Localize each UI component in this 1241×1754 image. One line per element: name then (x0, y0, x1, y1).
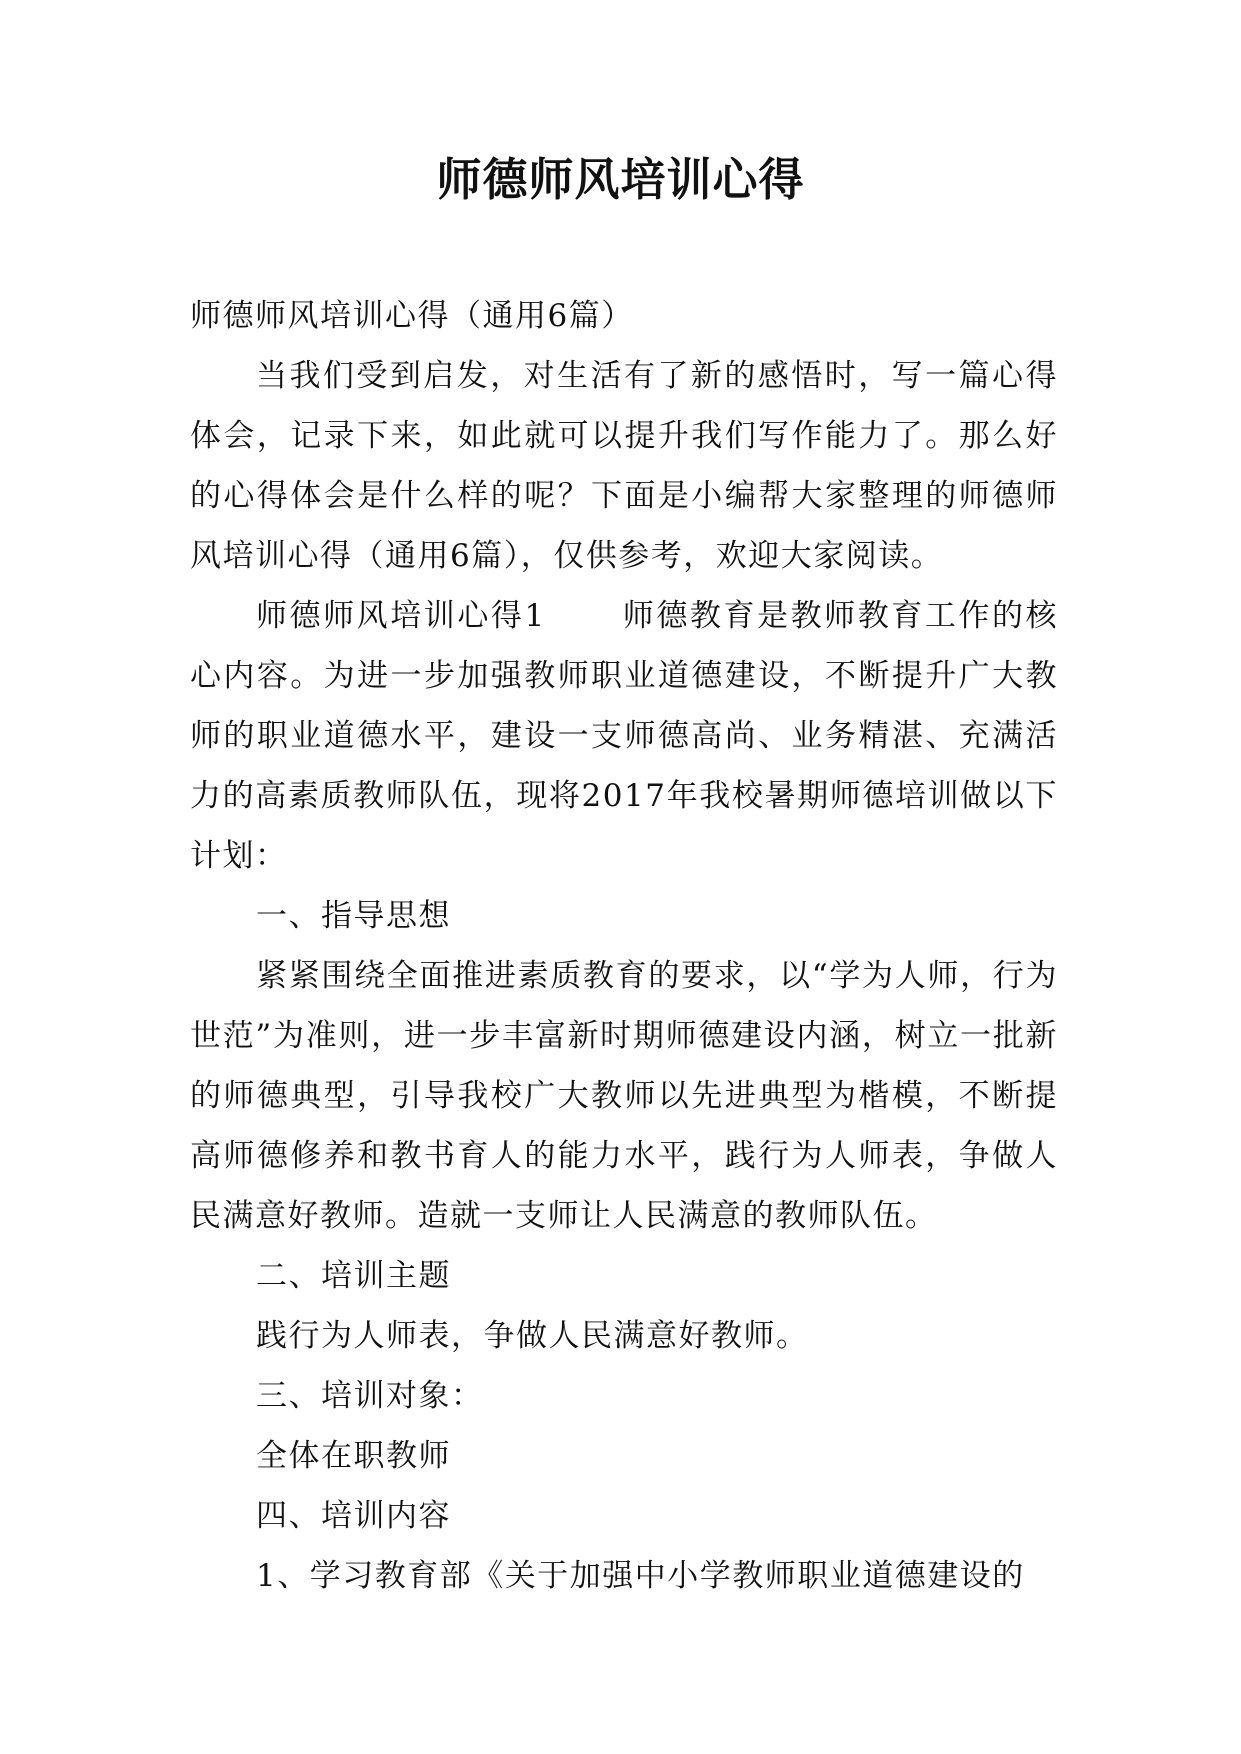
section-1-paragraph (190, 586, 1058, 886)
section-1-text: 师德教育是教师教育工作的核心内容。为进一步加强教师职业道德建设，不断提升广大教师的职业道德水平，建设一支师德高尚、业务精湛、充满活力的高素质教师队伍，现将2017年我校暑期师德培训做以下计划： (190, 598, 1059, 874)
page-title: 师德师风培训心得 (436, 153, 805, 206)
heading-training-content: 四、培训内容 (256, 1498, 451, 1534)
section-1-heading: 师德师风培训心得1 (256, 598, 546, 634)
paragraph-guiding-ideology: 紧紧围绕全面推进素质教育的要求，以“学为人师，行为世范”为准则，进一步丰富新时期师德建设内涵，树立一批新的师德典型，引导我校广大教师以先进典型为楷模，不断提高师德修养和教书育人的能力水平，践行为人师表，争做人民满意好教师。造就一支师让人民满意的教师队伍。 (190, 958, 1058, 1234)
intro-paragraph: 当我们受到启发，对生活有了新的感悟时，写一篇心得体会，记录下来，如此就可以提升我们写作能力了。那么好的心得体会是什么样的呢？下面是小编帮大家整理的师德师风培训心得（通用6篇），仅供参考，欢迎大家阅读。 (190, 358, 1058, 574)
heading-guiding-ideology: 一、指导思想 (256, 898, 451, 934)
paragraph-training-audience: 全体在职教师 (256, 1438, 451, 1474)
heading-training-audience: 三、培训对象： (256, 1378, 484, 1414)
document-body (190, 286, 1058, 1606)
paragraph-training-content: 1、学习教育部《关于加强中小学教师职业道德建设的 (256, 1558, 1025, 1594)
document-subtitle: 师德师风培训心得（通用6篇） (190, 298, 634, 334)
heading-training-theme: 二、培训主题 (256, 1258, 451, 1294)
paragraph-training-theme: 践行为人师表，争做人民满意好教师。 (256, 1318, 809, 1354)
